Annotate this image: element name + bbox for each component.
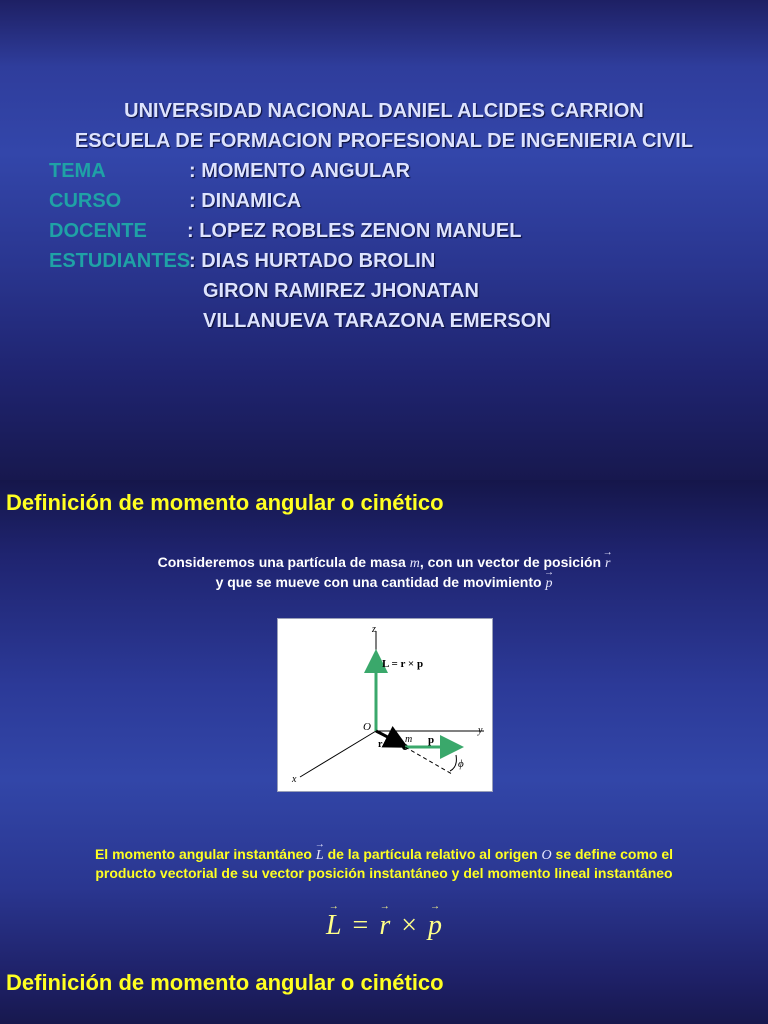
school-title: ESCUELA DE FORMACION PROFESIONAL DE INGENIERIA CIVIL [74,130,694,152]
def-text-b: de la partícula relativo al origen [327,846,538,862]
formula-p: → p [428,910,442,942]
p-label: p [428,734,435,746]
definition-line-2: producto vectorial de su vector posición instantáneo y del momento lineal instantáneo [95,865,673,881]
figure-svg [278,619,492,791]
student-name-2: GIRON RAMIREZ JHONATAN [203,280,479,302]
x-axis [300,731,376,777]
O-symbol: O [541,848,552,863]
L-equation-label: L = r × p [382,658,424,670]
field-label-curso: CURSO [49,190,122,212]
student-name-3: VILLANUEVA TARAZONA EMERSON [203,310,551,332]
intro-text-a: Consideremos una partícula de masa [157,554,406,570]
next-section-heading: Definición de momento angular o cinético [6,970,444,995]
formula-L: → L [326,910,342,942]
x-axis-label: x [292,774,297,785]
university-title: UNIVERSIDAD NACIONAL DANIEL ALCIDES CARRION [124,100,644,122]
field-label-estudiantes: ESTUDIANTES [49,250,191,272]
formula-r: → r [379,910,390,942]
position-vector-symbol: → r [605,556,610,572]
L-symbol: → L [316,848,324,864]
definition-line-1 [0,846,768,864]
momentum-vector-symbol: → p [545,576,552,592]
def-text-a: El momento angular instantáneo [94,846,312,862]
angle-arc [450,755,456,771]
intro-text-c: y que se mueve con una cantidad de movimiento [215,574,542,590]
field-value-estudiantes: : DIAS HURTADO BROLIN [189,250,436,272]
intro-line-1 [0,554,768,572]
origin-label: O [363,721,371,733]
formula-times: × [401,910,418,941]
field-value-tema: : MOMENTO ANGULAR [189,160,411,182]
mass-symbol: m [409,556,420,571]
angular-momentum-figure [277,618,493,792]
y-axis-label: y [478,725,483,736]
intro-text-b: , con un vector de posición [419,554,602,570]
def-text-c: se define como el [555,846,674,862]
r-label: r [378,739,383,750]
z-axis-label: z [372,624,376,635]
field-value-curso: : DINAMICA [189,190,302,212]
field-label-docente: DOCENTE [49,220,147,242]
phi-label: ϕ [458,758,464,770]
field-value-docente: : LOPEZ ROBLES ZENON MANUEL [187,220,522,242]
section-heading: Definición de momento angular o cinético [6,490,444,515]
field-label-tema: TEMA [49,160,106,182]
intro-line-2 [0,574,768,592]
cover-slide [0,0,768,480]
formula-equals: = [352,910,369,941]
dashed-line [405,747,452,774]
angular-momentum-formula [0,910,768,942]
m-label: m [405,734,413,745]
